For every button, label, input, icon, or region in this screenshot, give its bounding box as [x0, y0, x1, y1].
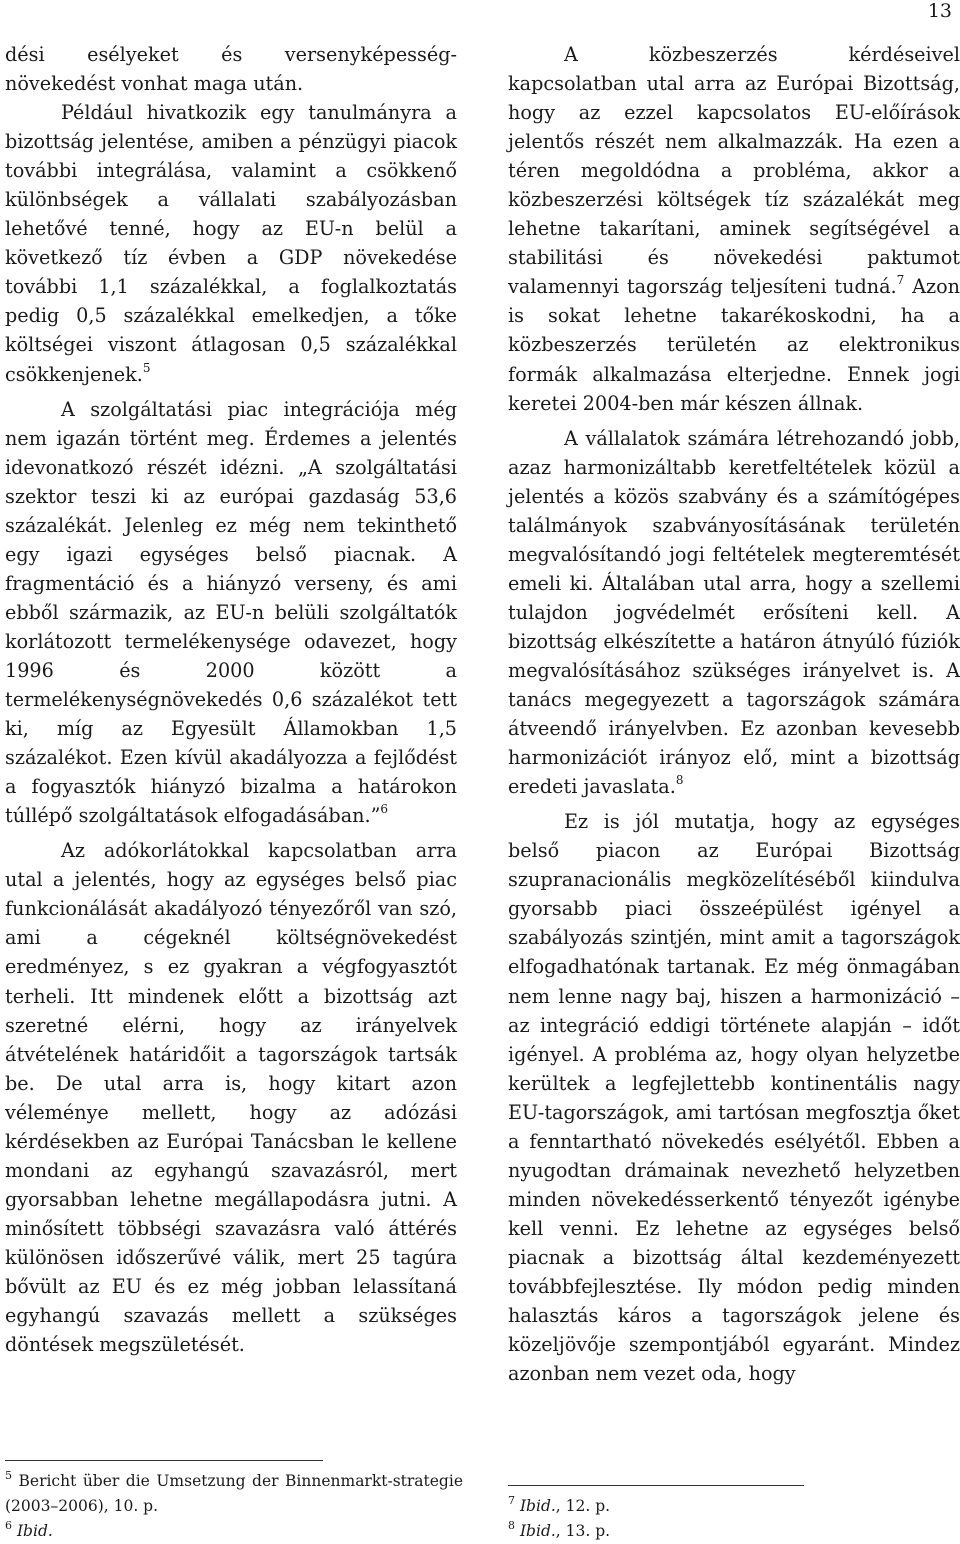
page-number: 13 — [927, 0, 952, 22]
footnote-7 — [508, 1494, 948, 1519]
paragraph-text: Például hivatkozik egy tanulmányra a bizottság jelentése, amiben a pénzügyi piacok további integrálása, valamint a csökkenő különbségek a vállalati szabályozásban lehetővé tenné, hogy az EU-n belül a következő tíz évben a GDP növekedése további 1,1 százalékkal, a foglalkoztatás pedig 0,5 százalékkal emelkedjen, a tőke költségei viszont átlagosan 0,5 százalékkal csökkenjenek. — [5, 101, 457, 386]
paragraph — [5, 836, 457, 1359]
footnote-ibid: Ibid. — [519, 1522, 556, 1540]
paragraph — [508, 40, 960, 418]
footnote-5 — [5, 1469, 463, 1519]
paragraph — [508, 424, 960, 802]
paragraph — [5, 40, 457, 98]
paragraph-text: A vállalatok számára létrehozandó jobb, azaz harmonizáltabb keretfeltételek közül a jelentés a közös szabvány és a számítógépes találmányok szabványosításának területén megvalósítandó jogi feltételek megteremtését emeli ki. Általában utal arra, hogy a szellemi tulajdon jogvédelmét erősíteni kell. A bizottság elkészítette a határon átnyúló fúziók megvalósításához szükséges irányelvet is. A tanács megegyezett a tagországok számára átveendő irányelvben. Ez azonban kevesebb harmonizációt irányoz elő, mint a bizottság eredeti javaslata. — [508, 426, 960, 799]
paragraph — [5, 395, 457, 831]
paragraph — [508, 807, 960, 1388]
footnote-number: 7 — [508, 1494, 515, 1507]
paragraph-text: A közbeszerzés kérdéseivel kapcsolatban utal arra az Európai Bizottság, hogy az ezzel kapcsolatos EU-előírások jelentős részét nem alkalmazzák. Ha ezen a téren megoldódna a probléma, akkor a közbeszerzési költségek tíz százalékát meg lehetne takarítani, aminek segítségével a stabilitási és növekedési paktumot valamennyi tagország teljesíteni tudná. — [508, 43, 960, 299]
footnote-text: , 13. p. — [555, 1522, 611, 1540]
footnote-number: 5 — [5, 1469, 12, 1482]
footnote-6 — [5, 1519, 463, 1544]
paragraph-text: A szolgáltatási piac integrációja még nem igazán történt meg. Érdemes a jelentés idevonatkozó részét idézni. „A szolgáltatási szektor teszi ki az európai gazdaság 53,6 százalékát. Jelenleg ez még nem tekinthető egy igazi egységes belső piacnak. A fragmentáció és a hiányzó verseny, és ami ebből származik, az EU-n belüli szolgáltatók korlátozott termelékenysége odavezet, hogy 1996 és 2000 között a termelékenységnövekedés 0,6 százalékot tett ki, míg az Egyesült Államokban 1,5 százalékot. Ezen kívül akadályozza a fejlődést a fogyasztók hiányzó bizalma a határokon túllépő szolgáltatások elfogadásában.” — [5, 397, 457, 828]
right-column — [508, 40, 960, 1388]
footnotes-left — [5, 1460, 463, 1544]
footnote-ref: 8 — [675, 773, 684, 788]
paragraph-text: Ez is jól mutatja, hogy az egységes belső piacon az Európai Bizottság szupranacionális megközelítéséből kiindulva gyorsabb piaci összeépülést igényel a szabályozás szintjén, mint amit a tagországok elfogadhatónak tartanak. Ez még önmagában nem lenne nagy baj, hiszen a harmonizáció – az integráció eddigi története alapján – időt igényel. A probléma az, hogy olyan helyzetbe kerültek a legfejlettebb kontinentális nagy EU-tagországok, ami tartósan megfosztja őket a fenntartható növekedés esélyétől. Ebben a nyugodtan drámainak nevezhető helyzetben minden növekedésserkentő tényezőt igénybe kell venni. Ez lehetne az egységes belső piacnak a bizottság által kezdeményezett továbbfejlesztése. Ily módon pedig minden halasztás káros a tagországok jelene és közeljövője szempontjából egyaránt. Mindez azonban nem vezet oda, hogy — [508, 810, 960, 1386]
footnote-ref: 7 — [896, 273, 905, 288]
footnote-number: 6 — [5, 1519, 12, 1532]
footnote-divider — [5, 1460, 323, 1461]
paragraph-text: Az adókorlátokkal kapcsolatban arra utal a jelentés, hogy az egységes belső piac funkcionálását akadályozó tényezőről van szó, ami a cégeknél költségnövekedést eredményez, s ez gyakran a végfogyasztót terheli. Itt mindenek előtt a bizottság azt szeretné elérni, hogy az irányelvek átvételének határidőit a tagországok tartsák be. De utal arra is, hogy kitart azon véleménye mellett, hogy az adózási kérdésekben az Európai Tanácsban le kellene mondani az egyhangú szavazásról, mert gyorsabban lehetne megállapodásra jutni. A minősített többségi szavazásra való áttérés különösen időszerűvé válik, mert 25 tagúra bővült az EU és ez még jobban lelassítaná egyhangú szavazás mellett a szükséges döntések megszületését. — [5, 839, 457, 1357]
paragraph-text: dési esélyeket és versenyképesség-növekedést vonhat maga után. — [5, 43, 457, 96]
footnote-8 — [508, 1519, 948, 1544]
footnote-ibid: Ibid. — [519, 1497, 556, 1515]
footnote-ref: 5 — [142, 360, 151, 375]
left-column — [5, 40, 457, 1359]
paragraph — [5, 98, 457, 388]
footnote-text: Bericht über die Umsetzung der Binnenmarkt-strategie (2003–2006), 10. p. — [5, 1472, 463, 1515]
footnote-ref: 6 — [380, 802, 389, 817]
footnote-number: 8 — [508, 1519, 515, 1532]
footnotes-right — [508, 1485, 948, 1544]
footnote-text: , 12. p. — [555, 1497, 611, 1515]
footnote-ibid: Ibid. — [16, 1522, 53, 1540]
footnote-divider — [508, 1485, 804, 1486]
paragraph-text: Azon is sokat lehetne takarékoskodni, ha a közbeszerzés területén az elektronikus formák alkalmazása elterjedne. Ennek jogi keretei 2004-ben már készen állnak. — [508, 275, 960, 415]
